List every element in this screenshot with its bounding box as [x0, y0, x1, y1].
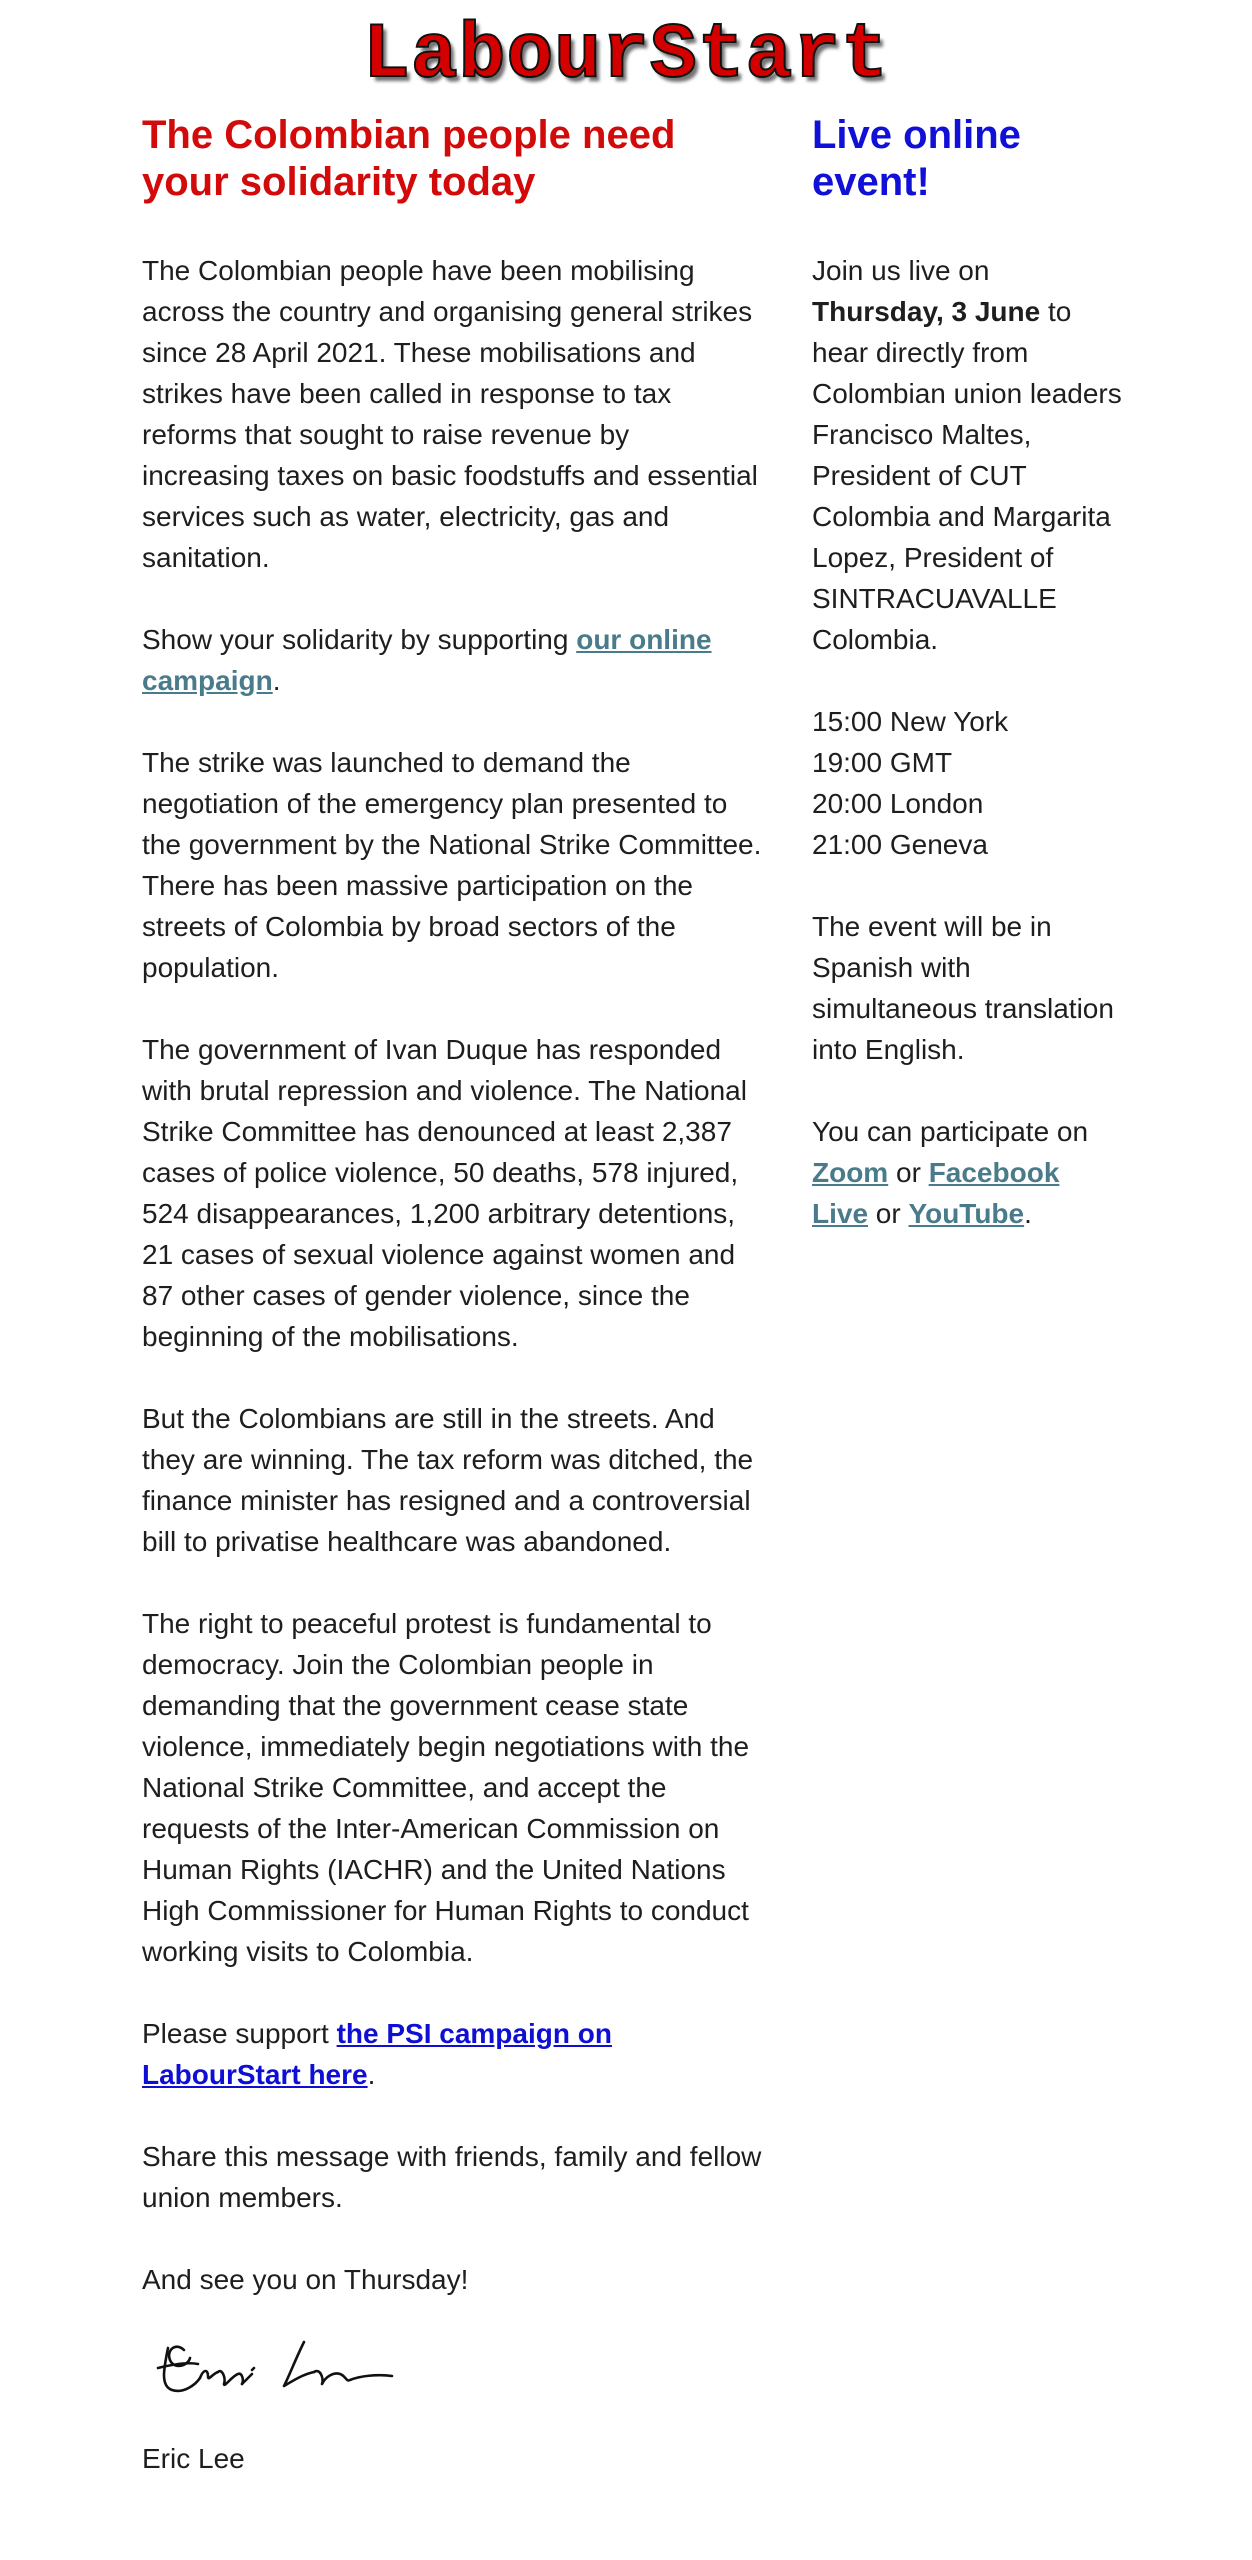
event-date: Thursday, 3 June: [812, 296, 1041, 327]
intro-prefix: Join us live on: [812, 255, 990, 286]
youtube-link[interactable]: YouTube: [908, 1198, 1025, 1229]
logo-text: LabourStart: [363, 12, 889, 100]
psi-prefix: Please support: [142, 2018, 337, 2049]
zoom-link[interactable]: Zoom: [812, 1157, 889, 1188]
event-body: [812, 250, 1122, 1234]
event-title: Live online event!: [812, 113, 1021, 204]
event-sidebar: [812, 112, 1122, 1234]
signer-name: Eric Lee: [142, 2443, 245, 2474]
main-title: The Colombian people need your solidarity today: [142, 113, 676, 204]
event-language-note: The event will be in Spanish with simultaneous translation into English.: [812, 911, 1114, 1065]
psi-campaign-link[interactable]: the PSI campaign on LabourStart here: [142, 2018, 612, 2090]
main-body: [142, 250, 762, 2300]
event-times: [812, 701, 1122, 865]
facebook-live-link[interactable]: Facebook Live: [812, 1157, 1060, 1229]
event-participate: [812, 1111, 1122, 1234]
time-geneva: 21:00 Geneva: [812, 829, 988, 860]
solidarity-suffix: .: [272, 665, 281, 696]
paragraph-show-solidarity: [142, 619, 762, 701]
solidarity-prefix: Show your solidarity by supporting: [142, 624, 577, 655]
online-campaign-link[interactable]: our online campaign: [142, 624, 712, 696]
paragraph-still-in-streets: But the Colombians are still in the streets. And they are winning. The tax reform was ditched, the finance minister has resigned and a controversial bill to privatise healthcare was abandoned.: [142, 1403, 754, 1557]
paragraph-see-you: And see you on Thursday!: [142, 2264, 469, 2295]
paragraph-right-to-protest: The right to peaceful protest is fundamental to democracy. Join the Colombian people in demanding that the government cease state violence, immediately begin negotiations with the National Strike Committee, and accept the requests of the Inter-American Commission on Human Rights (IACHR) and the United Nations High Commissioner for Human Rights to conduct working visits to Colombia.: [142, 1608, 750, 1967]
paragraph-repression: The government of Ivan Duque has responded with brutal repression and violence. The National Strike Committee has denounced at least 2,387 cases of police violence, 50 deaths, 578 injured, 524 disappearances, 1,200 arbitrary detentions, 21 cases of sexual violence against women and 87 other cases of gender violence, since the beginning of the mobilisations.: [142, 1034, 747, 1352]
paragraph-strikes: The Colombian people have been mobilising across the country and organising general strikes since 28 April 2021. These mobilisations and strikes have been called in response to tax reforms that sought to raise revenue by increasing taxes on basic foodstuffs and essential services such as water, electricity, gas and sanitation.: [142, 255, 758, 573]
main-column: [142, 112, 762, 2479]
labourstart-logo: [0, 10, 1252, 110]
intro-suffix: to hear directly from Colombian union leaders Francisco Maltes, President of CUT Colombia and Margarita Lopez, President of SINTRACUAVALLE Colombia.: [812, 296, 1122, 655]
time-london: 20:00 London: [812, 788, 984, 819]
signature-image: [154, 2328, 404, 2408]
or-separator-2: or: [868, 1198, 909, 1229]
time-new-york: 15:00 New York: [812, 706, 1009, 737]
participate-suffix: .: [1024, 1198, 1032, 1229]
participate-prefix: You can participate on: [812, 1116, 1089, 1147]
or-separator-1: or: [888, 1157, 929, 1188]
event-intro: [812, 250, 1122, 660]
psi-suffix: .: [367, 2059, 376, 2090]
time-gmt: 19:00 GMT: [812, 747, 953, 778]
paragraph-strike-launch: The strike was launched to demand the negotiation of the emergency plan presented to the government by the National Strike Committee. There has been massive participation on the streets of Colombia by broad sectors of the population.: [142, 747, 762, 983]
paragraph-psi-campaign: [142, 2013, 762, 2095]
paragraph-share: Share this message with friends, family and fellow union members.: [142, 2141, 762, 2213]
